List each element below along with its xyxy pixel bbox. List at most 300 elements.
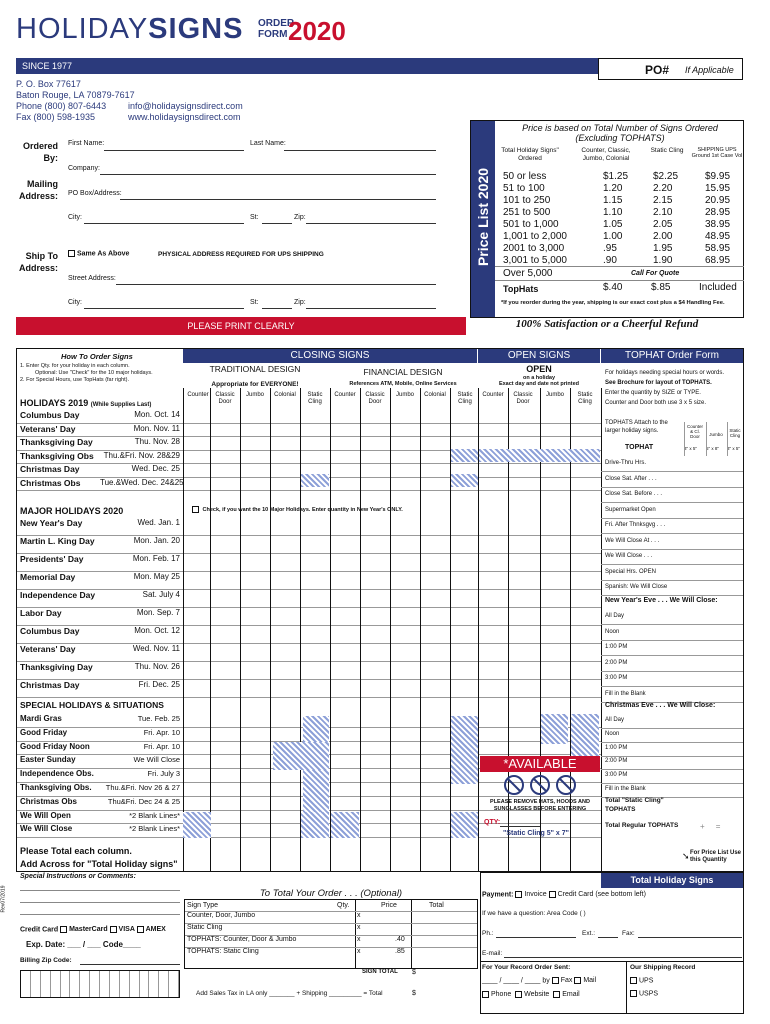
column-header: Classic Door [365, 392, 385, 405]
column-header: Colonial [274, 392, 296, 398]
christmas-eve-option: Noon [605, 730, 620, 737]
order-line-rule [185, 947, 477, 948]
col-qty-header: Total Holiday Signs" Ordered [501, 147, 559, 162]
special-name: Good Friday [20, 727, 68, 737]
credit-card-options [20, 926, 166, 933]
sign-total-dollar: $ [412, 969, 416, 976]
major-date: Wed. Nov. 11 [132, 644, 180, 653]
question-line: If we have a question: Area Code ( ) [482, 910, 586, 917]
city-field[interactable] [84, 223, 244, 224]
call-for-quote: Call For Quote [631, 270, 680, 277]
unavailable-cell [541, 714, 568, 744]
tophat-option: Drive-Thru Hrs. [605, 460, 647, 466]
major-check-text: Check, if you want the 10 Major Holidays. Enter quantity in New Year's ONLY. [202, 506, 403, 513]
tophat-line [601, 549, 743, 550]
price-row-static: 2.20 [653, 183, 673, 194]
price-list-side [471, 121, 495, 317]
new-years-eve-title: New Year's Eve . . . We Will Close: [605, 597, 718, 604]
column-header: Classic Door [513, 392, 533, 405]
major-name: Memorial Day [20, 572, 76, 582]
unavailable-cell [451, 474, 478, 487]
checkbox-icon [68, 250, 75, 257]
price-row-shipping: 68.95 [705, 255, 731, 266]
tophat-line [601, 769, 743, 770]
total-holiday-signs: Total Holiday Signs [601, 872, 743, 888]
billing-zip-field[interactable] [80, 964, 180, 965]
tophat-option: We Will Close . . . [605, 553, 653, 559]
special-name: Good Friday Noon [20, 741, 90, 751]
first-name-label: First Name: [68, 140, 105, 147]
address-line1: P. O. Box 77617 [16, 79, 81, 89]
tophat-line [601, 640, 743, 641]
tophat-line [601, 728, 743, 729]
order-line-x: x [357, 948, 361, 955]
special-date: *2 Blank Lines* [129, 824, 180, 834]
credit-card-option-label: Credit Card (see bottom left) [557, 891, 646, 899]
column-header: Counter [187, 392, 209, 398]
payment-label: Payment: [482, 891, 514, 899]
unavailable-cell [303, 770, 329, 812]
tophat-col3: Static Cling [729, 428, 741, 438]
total-header: Total [429, 902, 444, 909]
tophat-line [601, 756, 743, 757]
tophat-col2: Jumbo [709, 432, 723, 437]
grid-line [240, 388, 241, 872]
card-digit-box[interactable] [140, 971, 150, 997]
christmas-eve-option: 3:00 PM [605, 772, 628, 779]
card-digit-box[interactable] [169, 971, 179, 997]
credit-card-label: Credit Card [20, 926, 59, 934]
print-clearly-bar [16, 317, 466, 335]
h2019-name: Veterans' Day [20, 423, 76, 434]
major-name: Independence Day [20, 590, 96, 600]
card-digit-box[interactable] [110, 971, 120, 997]
h2019-date: Thu. Nov. 28 [134, 437, 180, 446]
h2019-name: Christmas Day [20, 464, 80, 474]
tophat-desc4: Counter and Door both use 3 x 5 size. [605, 400, 707, 406]
major-name: Presidents' Day [20, 554, 84, 564]
last-name-field[interactable] [284, 150, 436, 151]
price-title-2: (Excluding TOPHATS) [575, 133, 665, 143]
unavailable-cell [331, 812, 359, 838]
holidays-2019-note: (While Supplies Last) [90, 402, 152, 408]
card-number-boxes[interactable] [20, 970, 180, 998]
special-date: Tue. Feb. 25 [137, 714, 180, 723]
contact-block [16, 79, 135, 123]
grid-line [390, 388, 391, 872]
major-name: Labor Day [20, 608, 62, 618]
same-as-above-label: Same As Above [77, 250, 130, 258]
order-line-x: x [357, 912, 361, 919]
h2019-date: Mon. Oct. 14 [134, 410, 180, 419]
tophat-line [601, 655, 743, 656]
card-digit-box[interactable] [61, 971, 71, 997]
major-date: Mon. Jan. 20 [133, 536, 180, 545]
major-name: Thanksgiving Day [20, 662, 93, 672]
amex-option[interactable] [137, 926, 166, 933]
financial-design: FINANCIAL DESIGN [363, 367, 443, 377]
over-5000: Over 5,000 [503, 268, 553, 279]
column-header: Static Cling [577, 392, 593, 405]
special-instructions-field[interactable] [20, 880, 180, 920]
visa-label: VISA [118, 926, 135, 934]
email-option-label: Email [562, 991, 580, 999]
special-name: Independence Obs. [20, 769, 94, 779]
web-block [128, 101, 243, 123]
tophat-header: TOPHAT Order Form [601, 349, 743, 363]
street-label: Street Address: [68, 275, 116, 282]
open-sub2: on a holiday [522, 375, 556, 381]
major-date: Mon. May 25 [133, 572, 180, 581]
card-digit-box[interactable] [31, 971, 41, 997]
card-digit-box[interactable] [120, 971, 130, 997]
prohibited-icons [500, 774, 580, 796]
column-header: Classic Door [215, 392, 235, 405]
how-to-step1b: Optional: Use "Check" for the 10 major holidays. [35, 370, 153, 376]
price-row-qty: 251 to 500 [503, 207, 551, 218]
new-years-eve-option: 2:00 PM [605, 659, 628, 666]
city2-field[interactable] [84, 308, 244, 309]
exp-date-field[interactable]: Exp. Date: ___ / ___ Code____ [26, 940, 141, 949]
new-years-eve-option: Fill in the Blank [605, 690, 646, 697]
special-date: We Will Close [133, 755, 180, 765]
tophat-line [601, 487, 743, 488]
christmas-eve-title: Christmas Eve . . . We Will Close: [605, 702, 716, 709]
amex-label: AMEX [145, 926, 166, 934]
christmas-eve-option: 2:00 PM [605, 758, 628, 765]
h2019-name: Columbus Day [20, 410, 80, 420]
price-row-static: 1.95 [653, 243, 673, 254]
record-title: For Your Record Order Sent: [482, 964, 571, 971]
same-as-above-checkbox[interactable] [68, 250, 129, 257]
tophat-line [601, 471, 743, 472]
christmas-eve-option: All Day [605, 717, 625, 723]
price-row-static: 2.00 [653, 231, 673, 242]
price-list [470, 120, 744, 318]
total-instructions-2: Add Across for "Total Holiday signs" [20, 859, 178, 869]
po-label: PO# [645, 63, 670, 77]
special-name: We Will Close [20, 824, 73, 834]
phone: Phone (800) 807-6443 [16, 101, 107, 111]
tophat-option: Spanish: We Will Close [605, 584, 668, 590]
card-digit-box[interactable] [90, 971, 100, 997]
grid-line [601, 388, 602, 872]
website-option-label: Website [524, 991, 550, 999]
column-header: Jumbo [245, 392, 264, 398]
sign-total-label: SIGN TOTAL [362, 969, 398, 975]
order-line-type: TOPHATS: Static Cling [187, 948, 259, 955]
ext-label: Ext.: [582, 930, 596, 937]
major-date: Thu. Nov. 26 [134, 662, 180, 671]
major-check-note[interactable] [192, 506, 403, 513]
h2019-name: Thanksgiving Day [20, 437, 93, 447]
unavailable-cell [451, 716, 478, 784]
h2019-date: Mon. Nov. 11 [133, 423, 180, 433]
order-line-type: Counter, Door, Jumbo [187, 912, 256, 919]
major-date: Sat. July 4 [142, 590, 180, 599]
holidays-2019-title [20, 398, 151, 408]
row-line [17, 697, 601, 698]
shipping-record-title: Our Shipping Record [630, 964, 696, 971]
tophat-desc5: TOPHATS Attach to the larger holiday signs. [605, 420, 668, 434]
card-digit-box[interactable] [130, 971, 140, 997]
christmas-eve-option: 1:00 PM [605, 744, 628, 751]
city-label: City: [68, 214, 82, 221]
price-row-standard: 1.15 [603, 195, 623, 206]
tophat-line [601, 783, 743, 784]
tophat-option: Close Sat. Before . . . [605, 491, 663, 497]
card-digit-box[interactable] [51, 971, 61, 997]
new-years-eve-option: All Day [605, 613, 625, 619]
price-row-qty: 2001 to 3,000 [503, 243, 565, 254]
unavailable-cell [301, 474, 329, 487]
order-line-rule [185, 911, 477, 912]
last-name-label: Last Name: [250, 140, 286, 147]
available-note: PLEASE REMOVE HATS, HOODS AND SUNGLASSES BEFORE ENTERING [490, 799, 590, 812]
order-line-x: x [357, 936, 361, 943]
row-line [17, 490, 601, 491]
po-box[interactable] [598, 58, 743, 80]
web-link[interactable]: www.holidaysignsdirect.com [128, 112, 241, 122]
card-digit-box[interactable] [21, 971, 31, 997]
tophat-line [601, 671, 743, 672]
address-line2: Baton Rouge, LA 70879-7617 [16, 90, 135, 100]
open-sub: OPEN [526, 364, 552, 374]
print-clearly-text: PLEASE PRINT CLEARLY [187, 321, 295, 331]
state2-label: St: [250, 299, 259, 306]
total-instructions-1: Please Total each column. [20, 846, 132, 856]
unavailable-cell [571, 714, 599, 759]
price-row-qty: 501 to 1,000 [503, 219, 559, 230]
h2019-name: Thanksgiving Obs [20, 450, 94, 461]
special-name: We Will Open [20, 810, 71, 820]
price-row-standard: 1.00 [603, 231, 623, 242]
unavailable-cell [183, 812, 211, 838]
closing-signs-header: CLOSING SIGNS [183, 349, 477, 363]
usps-label: USPS [639, 990, 659, 998]
christmas-eve-option: Fill in the Blank [605, 786, 646, 792]
tophat-option: Supermarket Open [605, 506, 656, 513]
visa-option[interactable] [110, 926, 135, 933]
column-header: Jumbo [545, 392, 564, 398]
unavailable-cell [301, 812, 329, 838]
price-row-shipping: $9.95 [705, 171, 731, 182]
order-line-x: x [357, 924, 361, 931]
grid-line [330, 388, 331, 872]
mastercard-label: MasterCard [69, 926, 108, 934]
mailing-address-label: Mailing Address: [18, 179, 58, 201]
available-qty-label: QTY: [484, 819, 501, 826]
checkbox-icon [137, 926, 144, 933]
tophat-line [601, 502, 743, 503]
available-qty-field[interactable] [500, 826, 540, 827]
card-digit-box[interactable] [159, 971, 169, 997]
po-box-field[interactable] [120, 199, 436, 200]
state-label: St: [250, 214, 259, 221]
tophat-size1: 3" x 5" [684, 446, 697, 451]
card-digit-box[interactable] [80, 971, 90, 997]
sign-type-header: Sign Type [187, 902, 219, 909]
zip-field[interactable] [306, 223, 436, 224]
special-date: Fri. July 3 [147, 769, 180, 779]
traditional-design: TRADITIONAL DESIGN [209, 364, 301, 374]
billing-zip-label: Billing Zip Code: [20, 957, 72, 964]
unavailable-cell [273, 742, 329, 770]
order-total-table [184, 899, 478, 969]
major-date: Mon. Feb. 17 [132, 554, 180, 563]
fax-label: Fax: [622, 930, 635, 937]
tophat-line [601, 564, 743, 565]
special-date: Thu.&Fri. Nov 26 & 27 [105, 783, 180, 792]
tophat-option: Fri. After Thnksgvg . . . [605, 522, 666, 528]
tophat-col-line [706, 422, 707, 456]
column-header: Counter [482, 392, 504, 398]
column-header: Counter [334, 392, 356, 398]
zip2-field[interactable] [306, 308, 436, 309]
price-row-standard: .90 [603, 255, 617, 266]
holidays-2019-label: HOLIDAYS 2019 [20, 398, 89, 408]
new-years-eve-option: 3:00 PM [605, 675, 628, 681]
price-row-standard: 1.20 [603, 183, 623, 194]
phone-label: Ph.: [482, 930, 494, 937]
price-row-standard: $1.25 [603, 171, 629, 182]
available-size: "Static Cling 5" x 7" [503, 830, 569, 837]
state2-field[interactable] [262, 308, 292, 309]
fax-option-label: Fax [560, 977, 573, 985]
po-box-label: PO Box/Address: [68, 190, 122, 197]
fax: Fax (800) 598-1935 [16, 112, 96, 122]
special-name: Thanksgiving Obs. [20, 783, 92, 792]
tophat-size2: 5" x 8" [706, 446, 719, 451]
price-title-1: Price is based on Total Number of Signs Ordered [522, 123, 718, 133]
company-field[interactable] [100, 174, 436, 175]
order-line-type: Static Cling [187, 924, 223, 931]
total-regular-tophats: Total Regular TOPHATS [605, 822, 679, 829]
tophat-desc1: For holidays needing special hours or words. [605, 370, 725, 376]
price-row-static: 1.90 [653, 255, 673, 266]
order-line-type: TOPHATS: Counter, Door & Jumbo [187, 936, 297, 943]
grid-line [300, 388, 301, 872]
tophats-label: TopHats [503, 284, 539, 294]
tophat-line [601, 533, 743, 534]
col-standard-header: Counter, Classic, Jumbo, Colonial [581, 147, 631, 162]
special-date: *2 Blank Lines* [129, 810, 180, 820]
major-date: Fri. Dec. 25 [138, 680, 180, 689]
card-digit-box[interactable] [100, 971, 110, 997]
order-line-price: .40 [395, 936, 405, 943]
tophat-option: We Will Close At . . . [605, 537, 660, 544]
city2-label: City: [68, 299, 82, 306]
zip2-label: Zip: [294, 299, 306, 306]
first-name-field[interactable] [104, 150, 244, 151]
price-row-shipping: 38.95 [705, 219, 731, 230]
tophat-size3: 3" x 5" [727, 446, 740, 451]
card-digit-box[interactable] [70, 971, 80, 997]
grid-line [270, 388, 271, 872]
card-digit-box[interactable] [149, 971, 159, 997]
physical-address-note: PHYSICAL ADDRESS REQUIRED FOR UPS SHIPPING [158, 251, 324, 258]
form-label: FORM [258, 29, 288, 40]
mail-option-label: Mail [583, 977, 597, 985]
form-year: 2020 [288, 16, 346, 46]
price-row-qty: 51 to 100 [503, 183, 545, 194]
logo [16, 14, 243, 44]
price-row-standard: 1.10 [603, 207, 623, 218]
order-line-price: .85 [395, 948, 405, 955]
tophat-line [601, 624, 743, 625]
open-signs-header: OPEN SIGNS [478, 349, 600, 363]
invoice-label: Invoice [524, 891, 547, 899]
rev-label-box [0, 880, 14, 920]
major-holidays-title: MAJOR HOLIDAYS 2020 [20, 506, 124, 516]
price-row-shipping: 48.95 [705, 231, 731, 242]
tophat-desc2: See Brochure for layout of TOPHATS. [605, 380, 712, 386]
col-static-header: Static Cling [650, 147, 684, 154]
h2019-date: Wed. Dec. 25 [131, 464, 180, 473]
tophat-option: Close Sat. After . . . [605, 475, 657, 482]
special-date: Fri. Apr. 10 [143, 741, 180, 751]
major-date: Mon. Oct. 12 [134, 626, 180, 635]
record-date[interactable]: ____ / ____ / ____ by [482, 977, 550, 985]
logo-holiday: HOLIDAY [16, 13, 149, 45]
traditional-sub: Appropriate for EVERYONE! [211, 381, 299, 388]
rev-label: Rev07/2019 [0, 885, 7, 913]
tophat-instructions [605, 368, 743, 408]
card-digit-box[interactable] [41, 971, 51, 997]
state-field[interactable] [262, 223, 292, 224]
major-name: Veterans' Day [20, 644, 76, 654]
logo-signs: SIGNS [148, 13, 244, 45]
for-price-list-note: For Price List Use this Quantity [690, 850, 742, 863]
checkbox-icon [110, 926, 117, 933]
new-years-eve-option: 1:00 PM [605, 644, 628, 650]
total-static-tophats: Total "Static Cling" TOPHATS [605, 797, 664, 813]
h2019-date: Tue.&Wed. Dec. 24&25 [100, 477, 184, 487]
tophat-line [601, 518, 743, 519]
arrow-icon: ➘ [682, 851, 690, 861]
how-to-step2: 2. For Special Hours, use TopHats (far right). [20, 377, 130, 383]
price-row-static: 2.15 [653, 195, 673, 206]
since-text: SINCE 1977 [22, 61, 73, 71]
special-instructions-label: Special Instructions or Comments: [20, 873, 136, 880]
major-date: Wed. Jan. 1 [137, 518, 180, 527]
qty-header: Qty. [337, 902, 350, 909]
major-name: Martin L. King Day [20, 536, 95, 546]
order-line-rule [185, 935, 477, 936]
street-field[interactable] [116, 284, 436, 285]
tophat-col-line [727, 422, 728, 456]
grid-line [420, 388, 421, 872]
satisfaction-slogan: 100% Satisfaction or a Cheerful Refund [515, 318, 699, 330]
price-row-shipping: 28.95 [705, 207, 731, 218]
grid-line [183, 388, 184, 872]
tophat-line [601, 595, 743, 596]
how-to-box [17, 349, 180, 395]
column-header: Colonial [424, 392, 446, 398]
unavailable-cell [451, 449, 478, 462]
tophat-col1: Counter & Cl. Door [686, 424, 703, 439]
price-row-qty: 3,001 to 5,000 [503, 255, 567, 266]
price-row-standard: .95 [603, 243, 617, 254]
price-row-static: 2.10 [653, 207, 673, 218]
mastercard-option[interactable] [60, 926, 108, 933]
checkbox-icon [192, 506, 199, 513]
how-to-step1: 1. Enter Qty. for your holiday in each column. [20, 363, 130, 369]
tophat-line [601, 742, 743, 743]
company-label: Company: [68, 165, 100, 172]
email-link[interactable]: info@holidaysignsdirect.com [128, 101, 243, 111]
column-header: Static Cling [457, 392, 473, 405]
